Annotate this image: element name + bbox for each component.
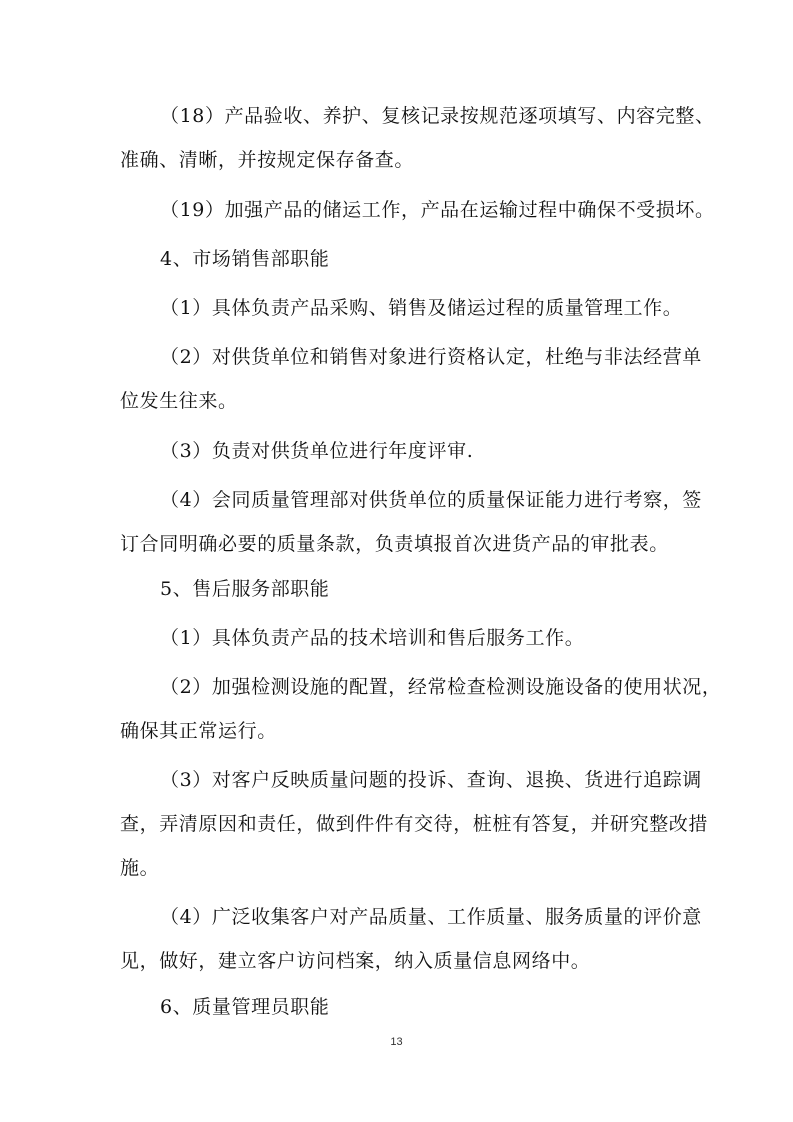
page-number: 13 [390, 1036, 403, 1048]
text-line: 查，弄清原因和责任，做到件件有交待，桩桩有答复，并研究整改措 [120, 813, 709, 835]
text-line: 订合同明确必要的质量条款，负责填报首次进货产品的审批表。 [120, 533, 669, 555]
section-heading: 6、质量管理员职能 [160, 996, 330, 1018]
text-line: （1）具体负责产品采购、销售及储运过程的质量管理工作。 [160, 297, 683, 319]
text-line: （19）加强产品的储运工作，产品在运输过程中确保不受损坏。 [160, 199, 715, 221]
text-line: （18）产品验收、养护、复核记录按规范逐项填写、内容完整、 [160, 105, 715, 127]
text-line: 见，做好，建立客户访问档案，纳入质量信息网络中。 [120, 950, 591, 972]
text-line: （3）负责对供货单位进行年度评审. [160, 440, 474, 462]
text-line: （2）对供货单位和销售对象进行资格认定，杜绝与非法经营单 [160, 346, 702, 368]
text-line: 准确、清晰，并按规定保存备查。 [120, 149, 415, 171]
text-line: （4）会同质量管理部对供货单位的质量保证能力进行考察，签 [160, 489, 702, 511]
text-line: （1）具体负责产品的技术培训和售后服务工作。 [160, 627, 585, 649]
text-line: 确保其正常运行。 [120, 720, 277, 742]
text-line: 施。 [120, 857, 160, 879]
text-line: （2）加强检测设施的配置，经常检查检测设施设备的使用状况， [160, 676, 722, 698]
section-heading: 5、售后服务部职能 [160, 578, 330, 600]
section-heading: 4、市场销售部职能 [160, 248, 330, 270]
text-line: （3）对客户反映质量问题的投诉、查询、退换、货进行追踪调 [160, 769, 702, 791]
text-line: （4）广泛收集客户对产品质量、工作质量、服务质量的评价意 [160, 906, 702, 928]
text-line: 位发生往来。 [120, 390, 238, 412]
